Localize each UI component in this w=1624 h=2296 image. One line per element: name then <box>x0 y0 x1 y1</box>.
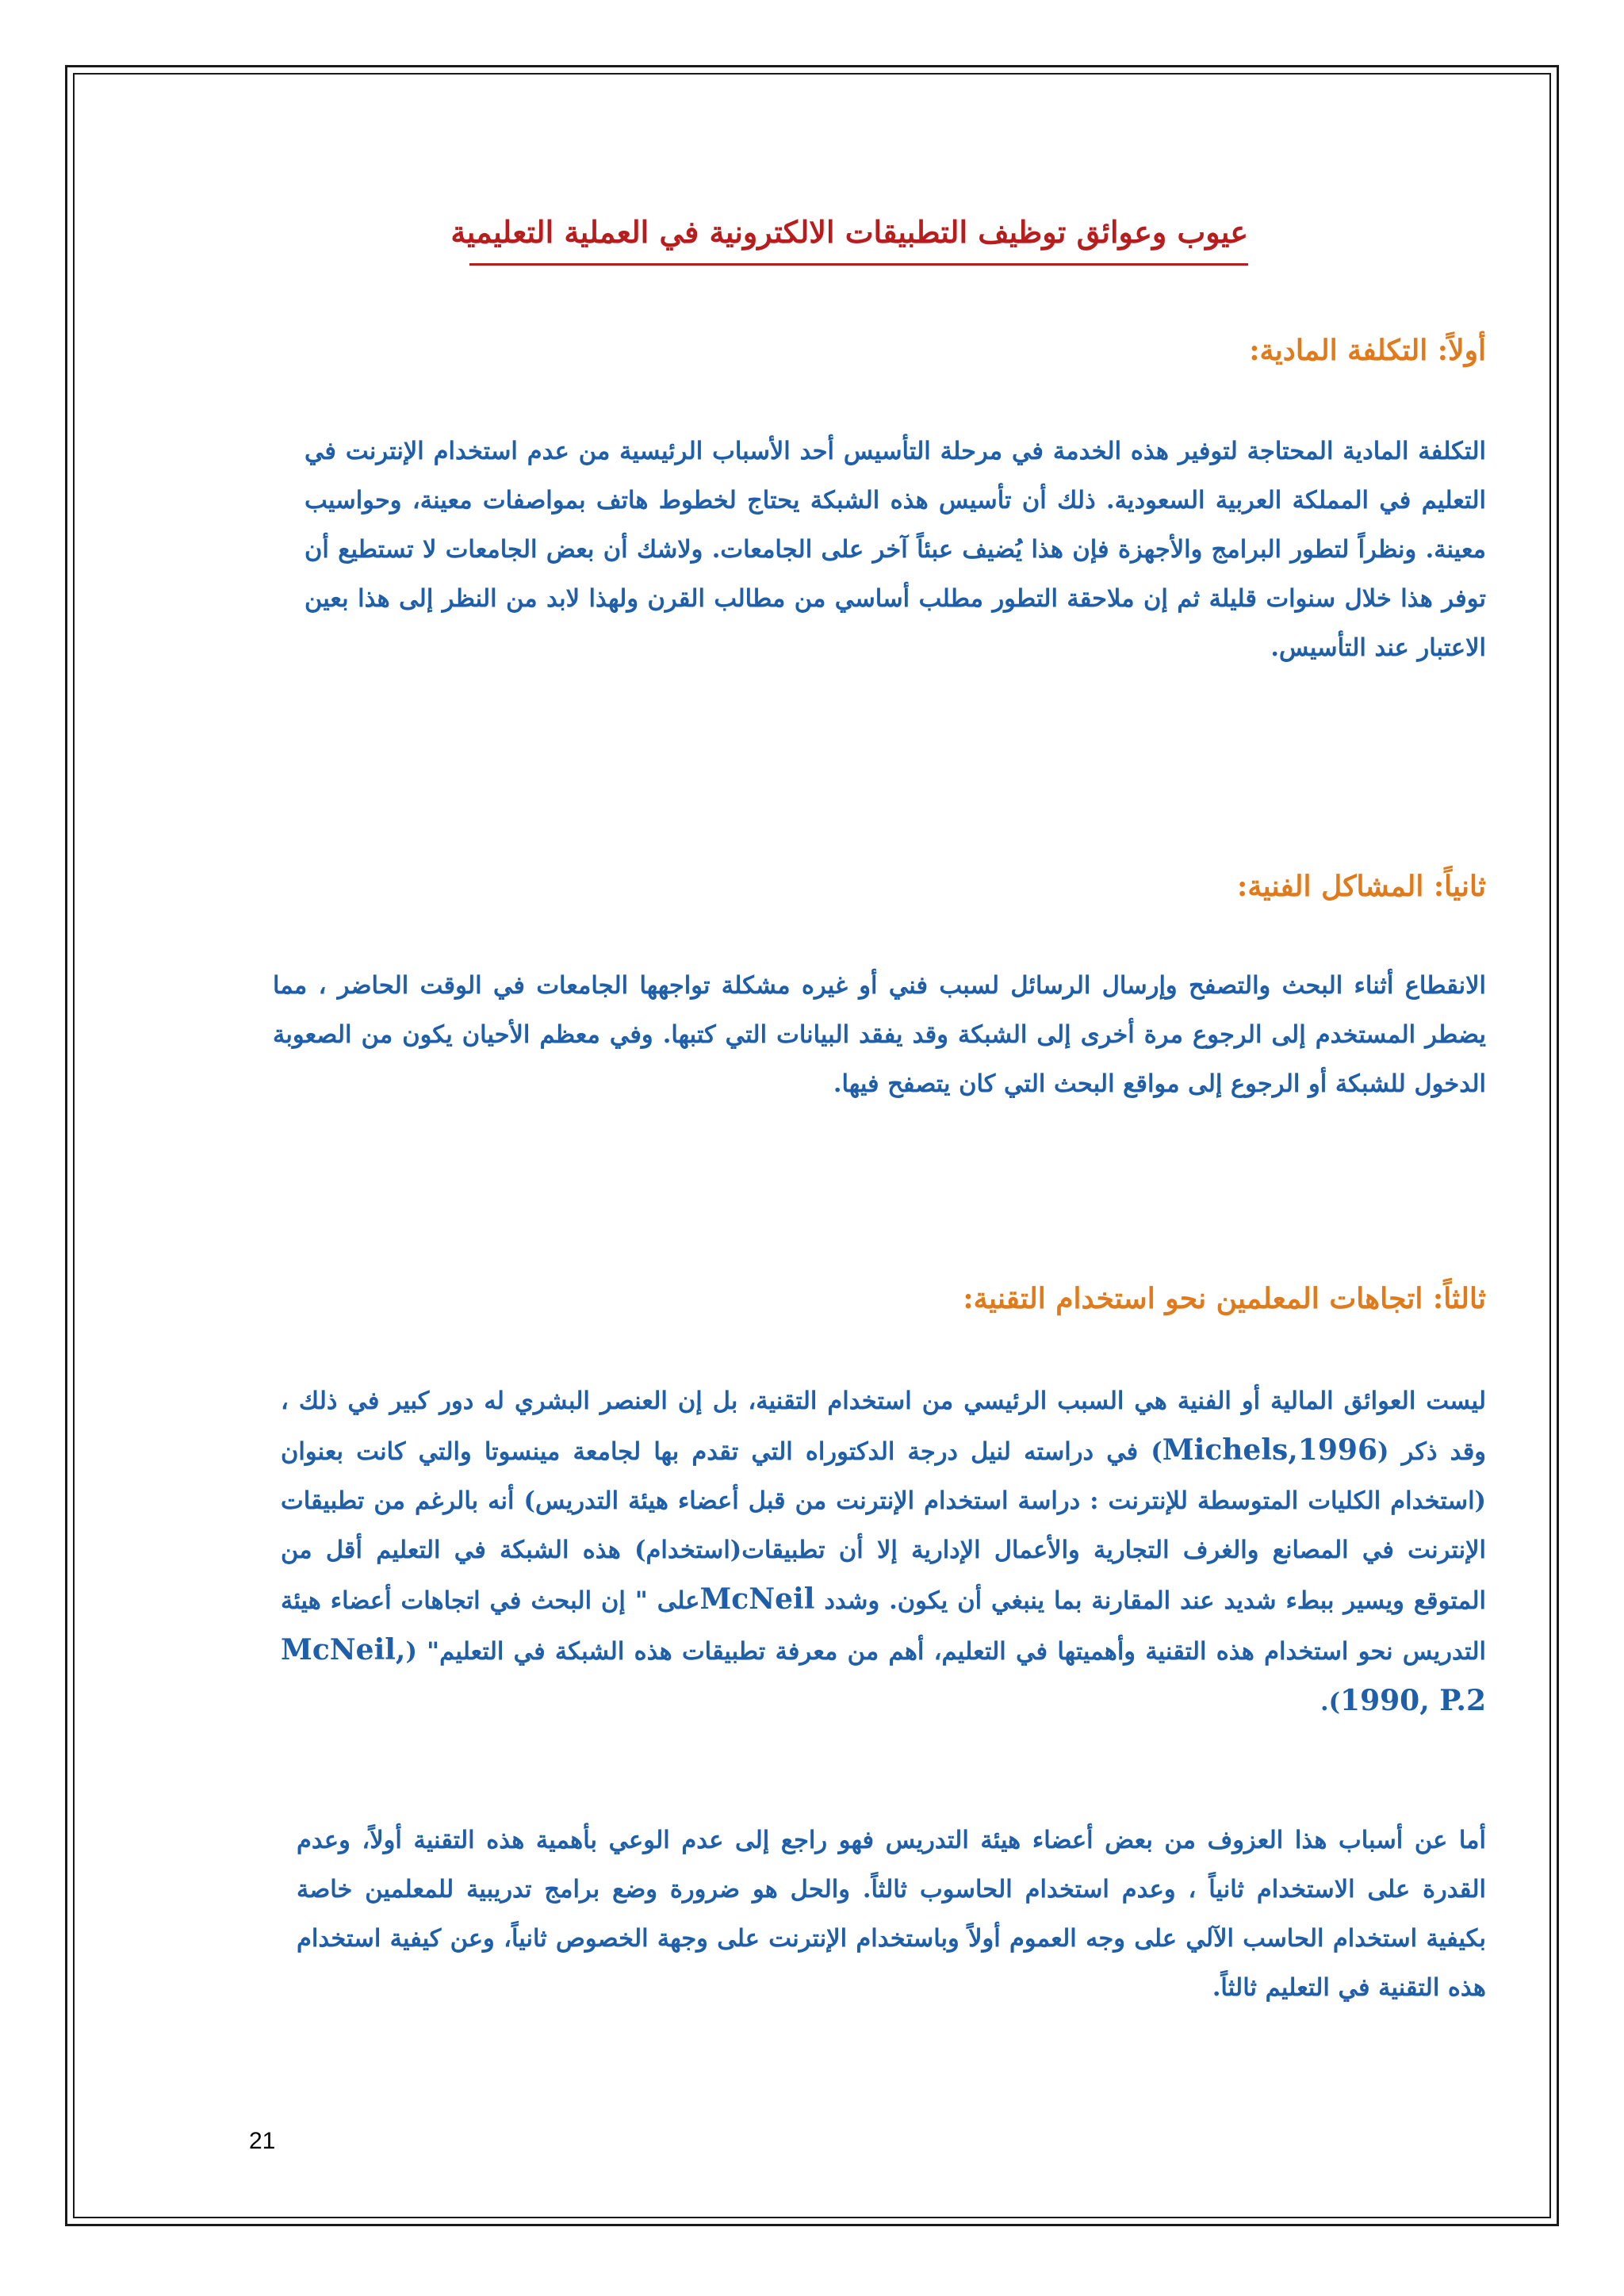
citation-michels: Michels,1996 <box>1162 1433 1377 1467</box>
paragraph-material-cost: التكلفة المادية المحتاجة لتوفير هذه الخدمة في مرحلة التأسيس أحد الأسباب الرئيسية من عدم استخدام الإنترنت في التعليم في المملكة العربية السعودية. ذلك أن تأسيس هذه الشبكة يحتاج لخطوط هاتف بمواصفات معينة، وحواسيب معينة. ونظراً لتطور البرامج والأجهزة فإن هذا يُضيف عبئاً آخر على الجامعات. ولاشك أن بعض الجامعات لا تستطيع أن توفر هذا خلال سنوات قليلة ثم إن ملاحقة التطور مطلب أساسي من مطالب القرن ولهذا لابد من النظر إلى هذا بعين الاعتبار عند التأسيس. <box>304 437 1486 662</box>
paragraph-teacher-attitudes <box>281 1376 1486 1727</box>
page-number: 21 <box>249 2128 276 2154</box>
section-heading-technical-problems: ثانياً: المشاكل الفنية: <box>1237 870 1486 903</box>
section-heading-material-cost: أولاً: التكلفة المادية: <box>1249 334 1486 367</box>
document-title: عيوب وعوائق توظيف التطبيقات الالكترونية في العملية التعليمية <box>450 214 1248 250</box>
paragraph-reasons-reluctance: أما عن أسباب هذا العزوف من بعض أعضاء هيئة التدريس فهو راجع إلى عدم الوعي بأهمية هذه التقنية أولاً، وعدم القدرة على الاستخدام ثانياً ، وعدم استخدام الحاسوب ثالثاً. والحل هو ضرورة وضع برامج تدريبية للمعلمين خاصة بكيفية استخدام الحاسب الآلي على وجه العموم أولاً وباستخدام الإنترنت على وجهة الخصوص ثانياً، وعن كيفية استخدام هذه التقنية في التعليم ثالثاً. <box>297 1826 1486 2002</box>
citation-mcneil-name: McNeil <box>699 1582 815 1616</box>
section-heading-teacher-attitudes: ثالثاً: اتجاهات المعلمين نحو استخدام التقنية: <box>963 1282 1486 1315</box>
text-segment: على " إن البحث في اتجاهات أعضاء هيئة التدريس نحو استخدام هذه التقنية وأهميتها في التعليم، أهم من معرفة تطبيقات هذه الشبكة في التعليم" ( <box>281 1586 1486 1666</box>
paragraph-technical-problems: الانقطاع أثناء البحث والتصفح وإرسال الرسائل لسبب فني أو غيره مشكلة تواجهها الجامعات في الوقت الحاضر ، مما يضطر المستخدم إلى الرجوع مرة أخرى إلى الشبكة وقد يفقد البيانات التي كتبها. وفي معظم الأحيان يكون من الصعوبة الدخول للشبكة أو الرجوع إلى مواقع البحث التي كان يتصفح فيها. <box>273 971 1486 1098</box>
title-underline <box>469 263 1248 266</box>
text-segment: ) في دراسته لنيل درجة الدكتوراه التي تقدم بها لجامعة مينسوتا والتي كانت بعنوان (استخدام الكليات المتوسطة للإنترنت : دراسة استخدام الإنترنت من قبل أعضاء هيئة التدريس) أنه بالرغم من تطبيقات الإنترنت في المصانع والغرف التجارية والأعمال الإدارية إلا أن تطبيقات(استخدام) هذه الشبكة في التعليم أقل من المتوقع ويسير ببطء شديد عند المقارنة بما ينبغي أن يكون. وشدد <box>281 1437 1486 1615</box>
text-segment: ليست العوائق المالية أو الفنية هي السبب الرئيسي من استخدام التقنية، بل إن العنصر البشري له دور كبير في ذلك ، وقد ذكر ( <box>281 1387 1487 1466</box>
text-segment: ). <box>1320 1688 1341 1716</box>
citation-mcneil-1990: McNeil, 1990, P.2 <box>281 1633 1486 1717</box>
